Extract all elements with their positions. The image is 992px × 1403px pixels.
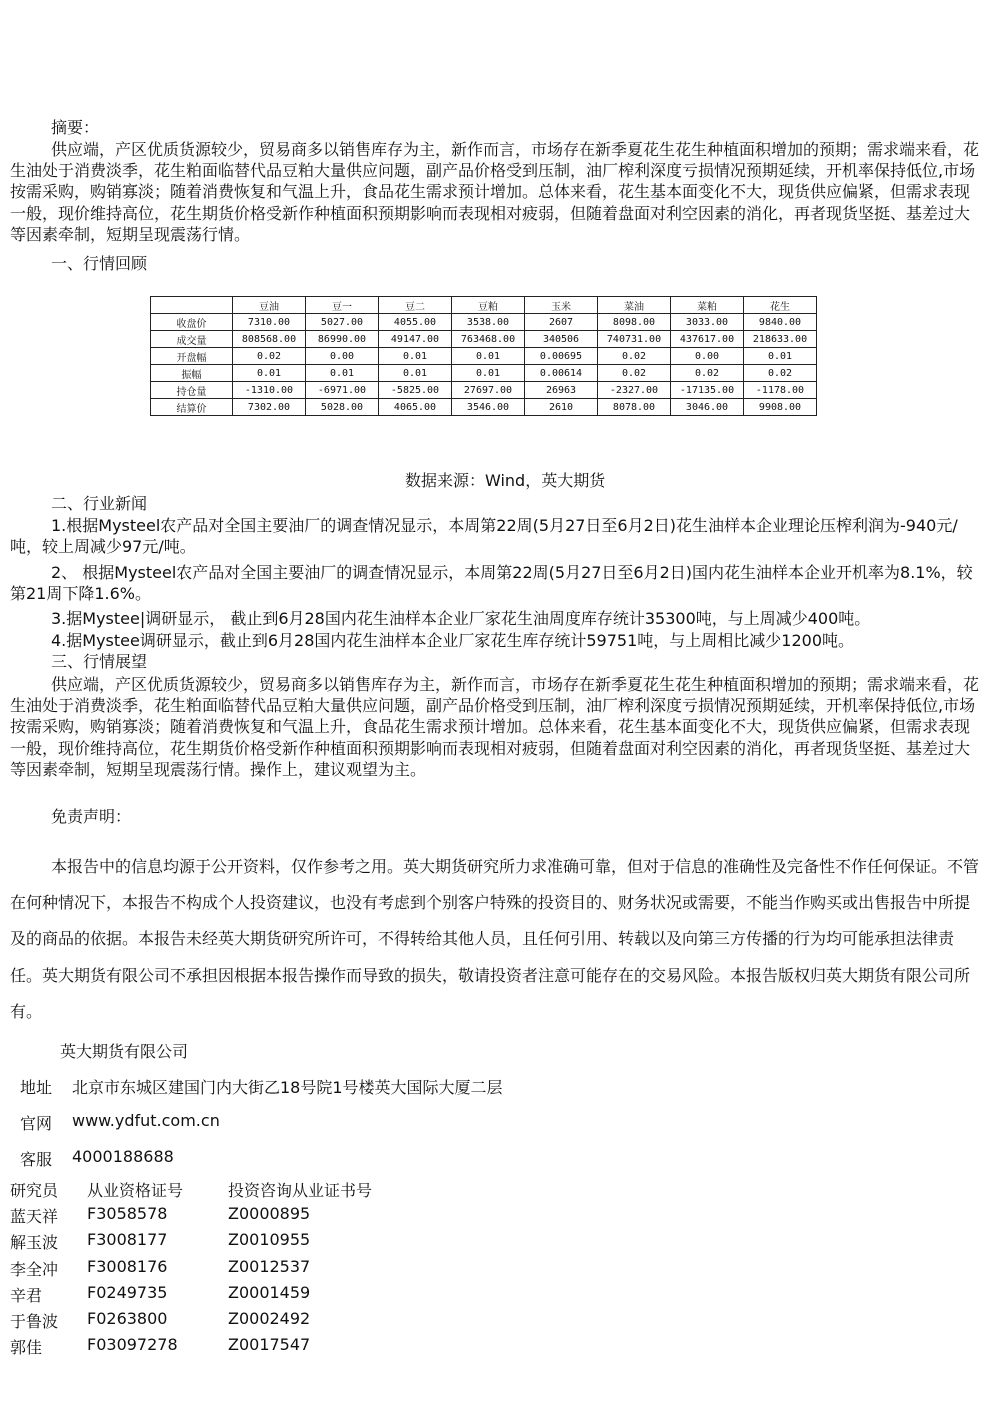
table-row-label: 收盘价 — [151, 314, 233, 331]
market-table-row — [151, 365, 817, 382]
table-cell: 9908.00 — [744, 399, 817, 416]
qualification-no: F3008176 — [87, 1256, 168, 1276]
researcher-name: 李全冲 — [10, 1259, 59, 1279]
table-column-header: 豆一 — [306, 297, 379, 314]
table-cell: 2610 — [525, 399, 598, 416]
table-cell: 340506 — [525, 331, 598, 348]
table-row-label: 开盘幅 — [151, 348, 233, 365]
source-note: 数据来源：Wind，英大期货 — [405, 471, 606, 490]
table-cell: 0.00695 — [525, 348, 598, 365]
table-cell: -2327.00 — [598, 382, 671, 399]
researcher-name: 蓝天祥 — [10, 1207, 59, 1227]
table-cell: 5027.00 — [306, 314, 379, 331]
table-cell: 5028.00 — [306, 399, 379, 416]
table-cell: 0.01 — [744, 348, 817, 365]
table-cell: -5825.00 — [379, 382, 452, 399]
table-cell: -6971.00 — [306, 382, 379, 399]
market-table-row — [151, 382, 817, 399]
table-cell: 86990.00 — [306, 331, 379, 348]
market-table-row — [151, 399, 817, 416]
table-cell: 0.00614 — [525, 365, 598, 382]
qualification-no: F0249735 — [87, 1282, 168, 1302]
table-cell: 0.02 — [233, 348, 306, 365]
table-cell: 437617.00 — [671, 331, 744, 348]
table-column-header: 菜油 — [598, 297, 671, 314]
researcher-name: 郭佳 — [10, 1338, 43, 1358]
table-cell: 3033.00 — [671, 314, 744, 331]
service-label: 客服 — [20, 1150, 53, 1169]
market-table-row — [151, 314, 817, 331]
table-cell: 49147.00 — [379, 331, 452, 348]
table-cell: 0.01 — [452, 348, 525, 365]
researcher-name: 解玉波 — [10, 1233, 59, 1253]
table-column-header: 豆二 — [379, 297, 452, 314]
table-cell: 0.00 — [671, 348, 744, 365]
table-column-header: 豆油 — [233, 297, 306, 314]
table-cell: 3546.00 — [452, 399, 525, 416]
market-table-row — [151, 331, 817, 348]
table-cell: 9840.00 — [744, 314, 817, 331]
summary-text: 供应端，产区优质货源较少，贸易商多以销售库存为主，新作而言，市场存在新季夏花生花生种植面积增加的预期；需求端来看，花生油处于消费淡季，花生粕面临替代品豆粕大量供应问题，副产品价格受到压制，油厂榨利深度亏损情况预期延续，开机率保持低位,市场按需采购，购销寡淡；随着消费恢复和气温上升，食品花生需求预计增加。总体来看，花生基本面变化不大，现货供应偏紧，但需求表现一般，现价维持高位，花生期货价格受新作种植面积预期影响而表现相对疲弱，但随着盘面对利空因素的消化，再者现货坚挺、基差过大等因素牵制，短期呈现震荡行情。 — [10, 140, 980, 244]
summary-label: 摘要： — [51, 118, 100, 137]
consulting-cert-no: Z0001459 — [228, 1282, 311, 1302]
table-cell: 763468.00 — [452, 331, 525, 348]
outlook-text: 供应端，产区优质货源较少，贸易商多以销售库存为主，新作而言，市场存在新季夏花生花生种植面积增加的预期；需求端来看，花生油处于消费淡季，花生粕面临替代品豆粕大量供应问题，副产品价格受到压制，油厂榨利深度亏损情况预期延续，开机率保持低位,市场按需采购，购销寡淡；随着消费恢复和气温上升，食品花生需求预计增加。总体来看，花生基本面变化不大，现货供应偏紧，但需求表现一般，现价维持高位，花生期货价格受新作种植面积预期影响而表现相对疲弱，但随着盘面对利空因素的消化，再者现货坚挺、基差过大等因素牵制，短期呈现震荡行情。操作上，建议观望为主。 — [10, 675, 980, 779]
table-cell: 0.02 — [671, 365, 744, 382]
table-cell: -1310.00 — [233, 382, 306, 399]
table-cell: 26963 — [525, 382, 598, 399]
table-cell: 7302.00 — [233, 399, 306, 416]
table-cell: 3538.00 — [452, 314, 525, 331]
qualification-no: F03097278 — [87, 1335, 178, 1355]
table-cell: 4055.00 — [379, 314, 452, 331]
consulting-cert-no: Z0000895 — [228, 1204, 311, 1224]
table-cell: 0.01 — [306, 365, 379, 382]
table-cell: -17135.00 — [671, 382, 744, 399]
news-item-3: 3.据Mystee|调研显示， 截止到6月28国内花生油样本企业厂家花生油周度库存统计35300吨，与上周减少400吨。 — [51, 609, 871, 628]
table-column-header: 菜粕 — [671, 297, 744, 314]
qualification-no: F3058578 — [87, 1204, 168, 1224]
market-table-header-row — [151, 297, 817, 314]
table-cell: 3046.00 — [671, 399, 744, 416]
website-link[interactable]: www.ydfut.com.cn — [72, 1111, 220, 1130]
news-item-1: 1.根据Mysteel农产品对全国主要油厂的调查情况显示，本周第22周(5月27日至6月2日)花生油样本企业理论压榨利润为-940元/吨，较上周减少97元/吨。 — [10, 516, 958, 557]
header-consulting-cert-no: 投资咨询从业证书号 — [228, 1181, 373, 1200]
consulting-cert-no: Z0012537 — [228, 1256, 311, 1276]
table-cell: 218633.00 — [744, 331, 817, 348]
service-phone: 4000188688 — [72, 1147, 174, 1166]
researcher-name: 辛君 — [10, 1285, 43, 1305]
address-label: 地址 — [20, 1078, 53, 1097]
header-researcher: 研究员 — [10, 1181, 59, 1200]
table-cell: 0.01 — [379, 365, 452, 382]
qualification-no: F0263800 — [87, 1308, 168, 1328]
table-cell: 0.01 — [452, 365, 525, 382]
table-cell: 0.02 — [744, 365, 817, 382]
table-row-label: 结算价 — [151, 399, 233, 416]
table-column-header: 玉米 — [525, 297, 598, 314]
news-item-2: 2、 根据Mysteel农产品对全国主要油厂的调查情况显示，本周第22周(5月27日至6月2日)国内花生油样本企业开机率为8.1%，较第21周下降1.6%。 — [10, 563, 973, 604]
news-item-4: 4.据Mystee调研显示，截止到6月28国内花生油样本企业厂家花生库存统计59751吨，与上周相比减少1200吨。 — [51, 631, 854, 650]
table-cell: 2607 — [525, 314, 598, 331]
table-row-label: 持仓量 — [151, 382, 233, 399]
table-cell: 0.01 — [379, 348, 452, 365]
table-cell: 8078.00 — [598, 399, 671, 416]
market-table — [150, 296, 817, 416]
table-cell: 7310.00 — [233, 314, 306, 331]
disclaimer-title: 免责声明： — [51, 807, 132, 826]
table-cell: 0.01 — [233, 365, 306, 382]
company-name: 英大期货有限公司 — [60, 1042, 189, 1061]
table-cell: 27697.00 — [452, 382, 525, 399]
table-row-label: 成交量 — [151, 331, 233, 348]
consulting-cert-no: Z0010955 — [228, 1230, 311, 1250]
table-cell: -1178.00 — [744, 382, 817, 399]
table-column-header: 花生 — [744, 297, 817, 314]
table-cell: 740731.00 — [598, 331, 671, 348]
header-qualification-no: 从业资格证号 — [87, 1181, 184, 1200]
table-cell: 8098.00 — [598, 314, 671, 331]
address-value: 北京市东城区建国门内大街乙18号院1号楼英大国际大厦二层 — [72, 1078, 503, 1097]
table-cell: 0.00 — [306, 348, 379, 365]
consulting-cert-no: Z0002492 — [228, 1308, 311, 1328]
table-corner-cell — [151, 297, 233, 314]
section-industry-news-title: 二、行业新闻 — [51, 494, 148, 513]
qualification-no: F3008177 — [87, 1230, 168, 1250]
table-cell: 0.02 — [598, 365, 671, 382]
table-column-header: 豆粕 — [452, 297, 525, 314]
table-cell: 0.02 — [598, 348, 671, 365]
table-cell: 4065.00 — [379, 399, 452, 416]
consulting-cert-no: Z0017547 — [228, 1335, 311, 1355]
section-outlook-title: 三、行情展望 — [51, 652, 148, 671]
researcher-name: 于鲁波 — [10, 1311, 59, 1331]
table-cell: 808568.00 — [233, 331, 306, 348]
website-label: 官网 — [20, 1114, 53, 1133]
table-row-label: 振幅 — [151, 365, 233, 382]
market-table-row — [151, 348, 817, 365]
disclaimer-text: 本报告中的信息均源于公开资料，仅作参考之用。英大期货研究所力求准确可靠，但对于信息的准确性及完备性不作任何保证。不管在何种情况下，本报告不构成个人投资建议，也没有考虑到个别客户特殊的投资目的、财务状况或需要，不能当作购买或出售报告中所提及的商品的依据。本报告未经英大期货研究所许可，不得转给其他人员，且任何引用、转载以及向第三方传播的行为均可能承担法律责任。英大期货有限公司不承担因根据本报告操作而导致的损失，敬请投资者注意可能存在的交易风险。本报告版权归英大期货有限公司所有。 — [10, 857, 980, 1021]
section-market-review-title: 一、行情回顾 — [51, 254, 148, 273]
